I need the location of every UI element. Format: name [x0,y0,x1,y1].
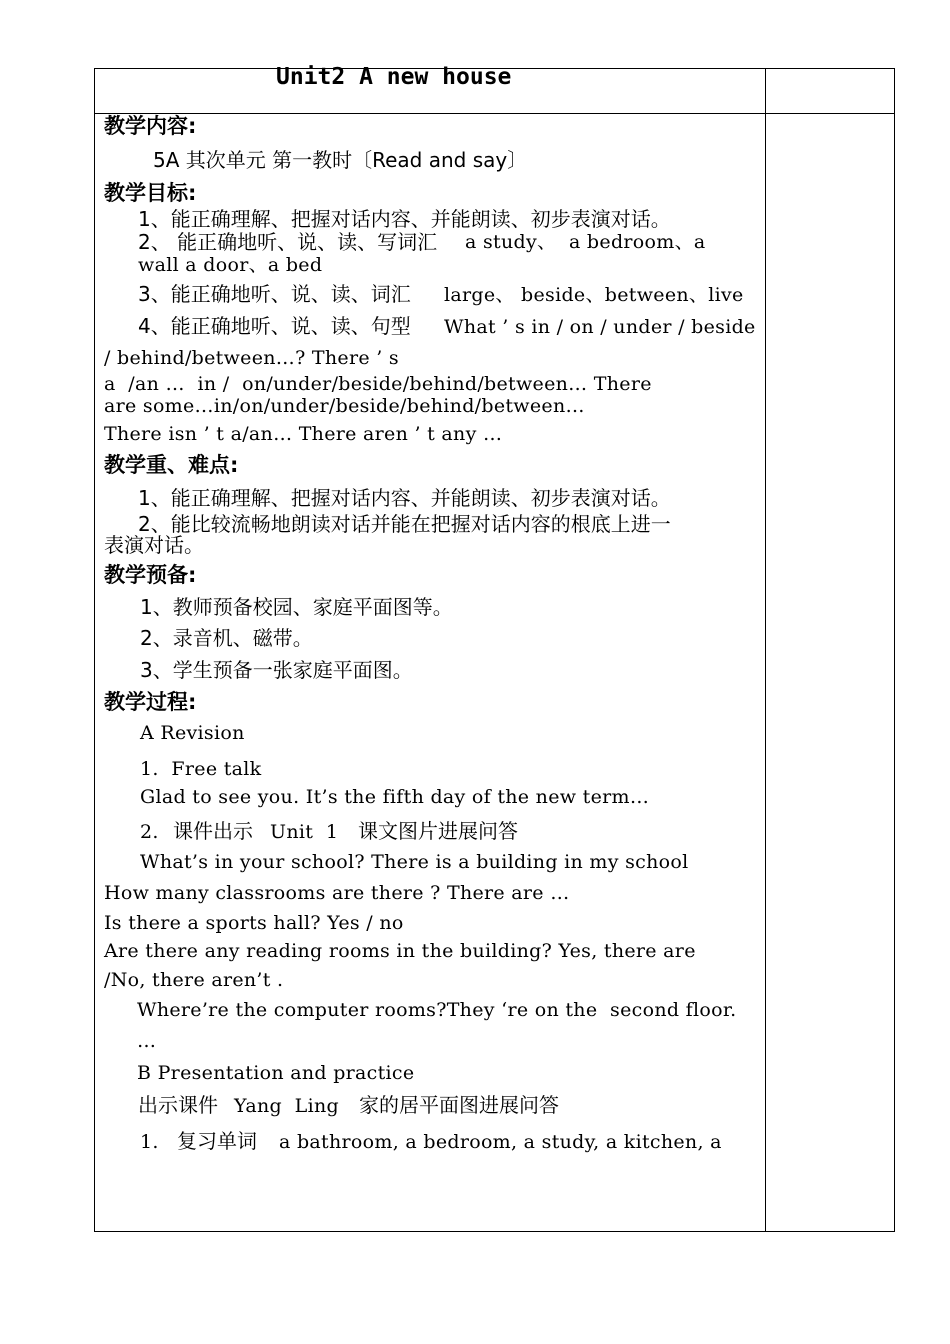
courseware-cn-1: 课件出示 [173,819,253,843]
courseware-en: Unit 1 [270,821,339,843]
question-3: Is there a sports hall? Yes / no [104,912,404,934]
table-border-left [94,68,95,1232]
objective-2-cont: wall a door、a bed [138,254,323,276]
question-6: Where’re the computer rooms?They ‘re on the second floor. [137,999,737,1021]
ellipsis-line: … [137,1030,157,1052]
preparation-1: 1、教师预备校园、家庭平面图等。 [140,595,453,619]
objective-4-line-3: a /an … in / on/under/beside/behind/between… There [104,373,652,395]
content-heading: 教学内容: [104,114,197,138]
revision-label: A Revision [140,722,245,744]
question-1: What’s in your school? There is a building in my school [140,851,689,873]
question-5: /No, there aren’t . [104,969,284,991]
glad-line: Glad to see you. It’s the fifth day of the new term… [140,786,650,808]
process-heading: 教学过程: [104,690,197,714]
preparation-heading: 教学预备: [104,563,197,587]
key-points-heading: 教学重、难点: [104,453,239,477]
question-4: Are there any reading rooms in the building? Yes, there are [104,940,696,962]
show-courseware-cn-2: 家的居平面图进展问答 [359,1093,559,1117]
table-column-divider [765,68,766,1232]
review-num: 1. [140,1131,159,1153]
objective-2-cn: 2、 能正确地听、说、读、写词汇 [138,230,438,254]
review-en: a bathroom, a bedroom, a study, a kitchen, a [279,1131,722,1153]
show-courseware-en: Yang Ling [234,1095,339,1117]
courseware-cn-2: 课文图片进展问答 [358,819,518,843]
key-point-2-cont: 表演对话。 [104,533,204,557]
content-line: 5A 其次单元 第一教时〔Read and say〕 [153,148,528,172]
free-talk: 1. Free talk [140,758,262,780]
table-border-bottom [94,1231,895,1232]
courseware-num: 2. [140,821,159,843]
objective-3-en: large、 beside、between、live [444,284,744,306]
objective-1: 1、能正确理解、把握对话内容、并能朗读、初步表演对话。 [138,207,671,231]
objective-4-line-4: are some…in/on/under/beside/behind/between… [104,395,585,417]
review-cn: 复习单词 [177,1129,257,1153]
objective-4-line-2: / behind/between…? There ’ s [104,347,399,369]
objective-4-cn: 4、能正确地听、说、读、句型 [138,314,411,338]
table-header-divider [94,113,895,114]
objective-4-line-5: There isn ’ t a/an… There aren ’ t any … [104,423,503,445]
objective-3-cn: 3、能正确地听、说、读、词汇 [138,282,411,306]
page-title: Unit2 A new house [276,64,512,90]
objectives-heading: 教学目标: [104,181,197,205]
table-border-right [894,68,895,1232]
objective-4-en: What ’ s in / on / under / beside [444,316,756,338]
show-courseware-cn-1: 出示课件 [138,1093,218,1117]
preparation-2: 2、录音机、磁带。 [140,626,313,650]
objective-2-en: a study、 a bedroom、a [465,231,706,253]
key-point-1: 1、能正确理解、把握对话内容、并能朗读、初步表演对话。 [138,486,671,510]
preparation-3: 3、学生预备一张家庭平面图。 [140,658,413,682]
presentation-label: B Presentation and practice [137,1062,415,1084]
question-2: How many classrooms are there ? There are … [104,882,570,904]
key-point-2: 2、能比较流畅地朗读对话并能在把握对话内容的根底上进一 [138,512,671,536]
